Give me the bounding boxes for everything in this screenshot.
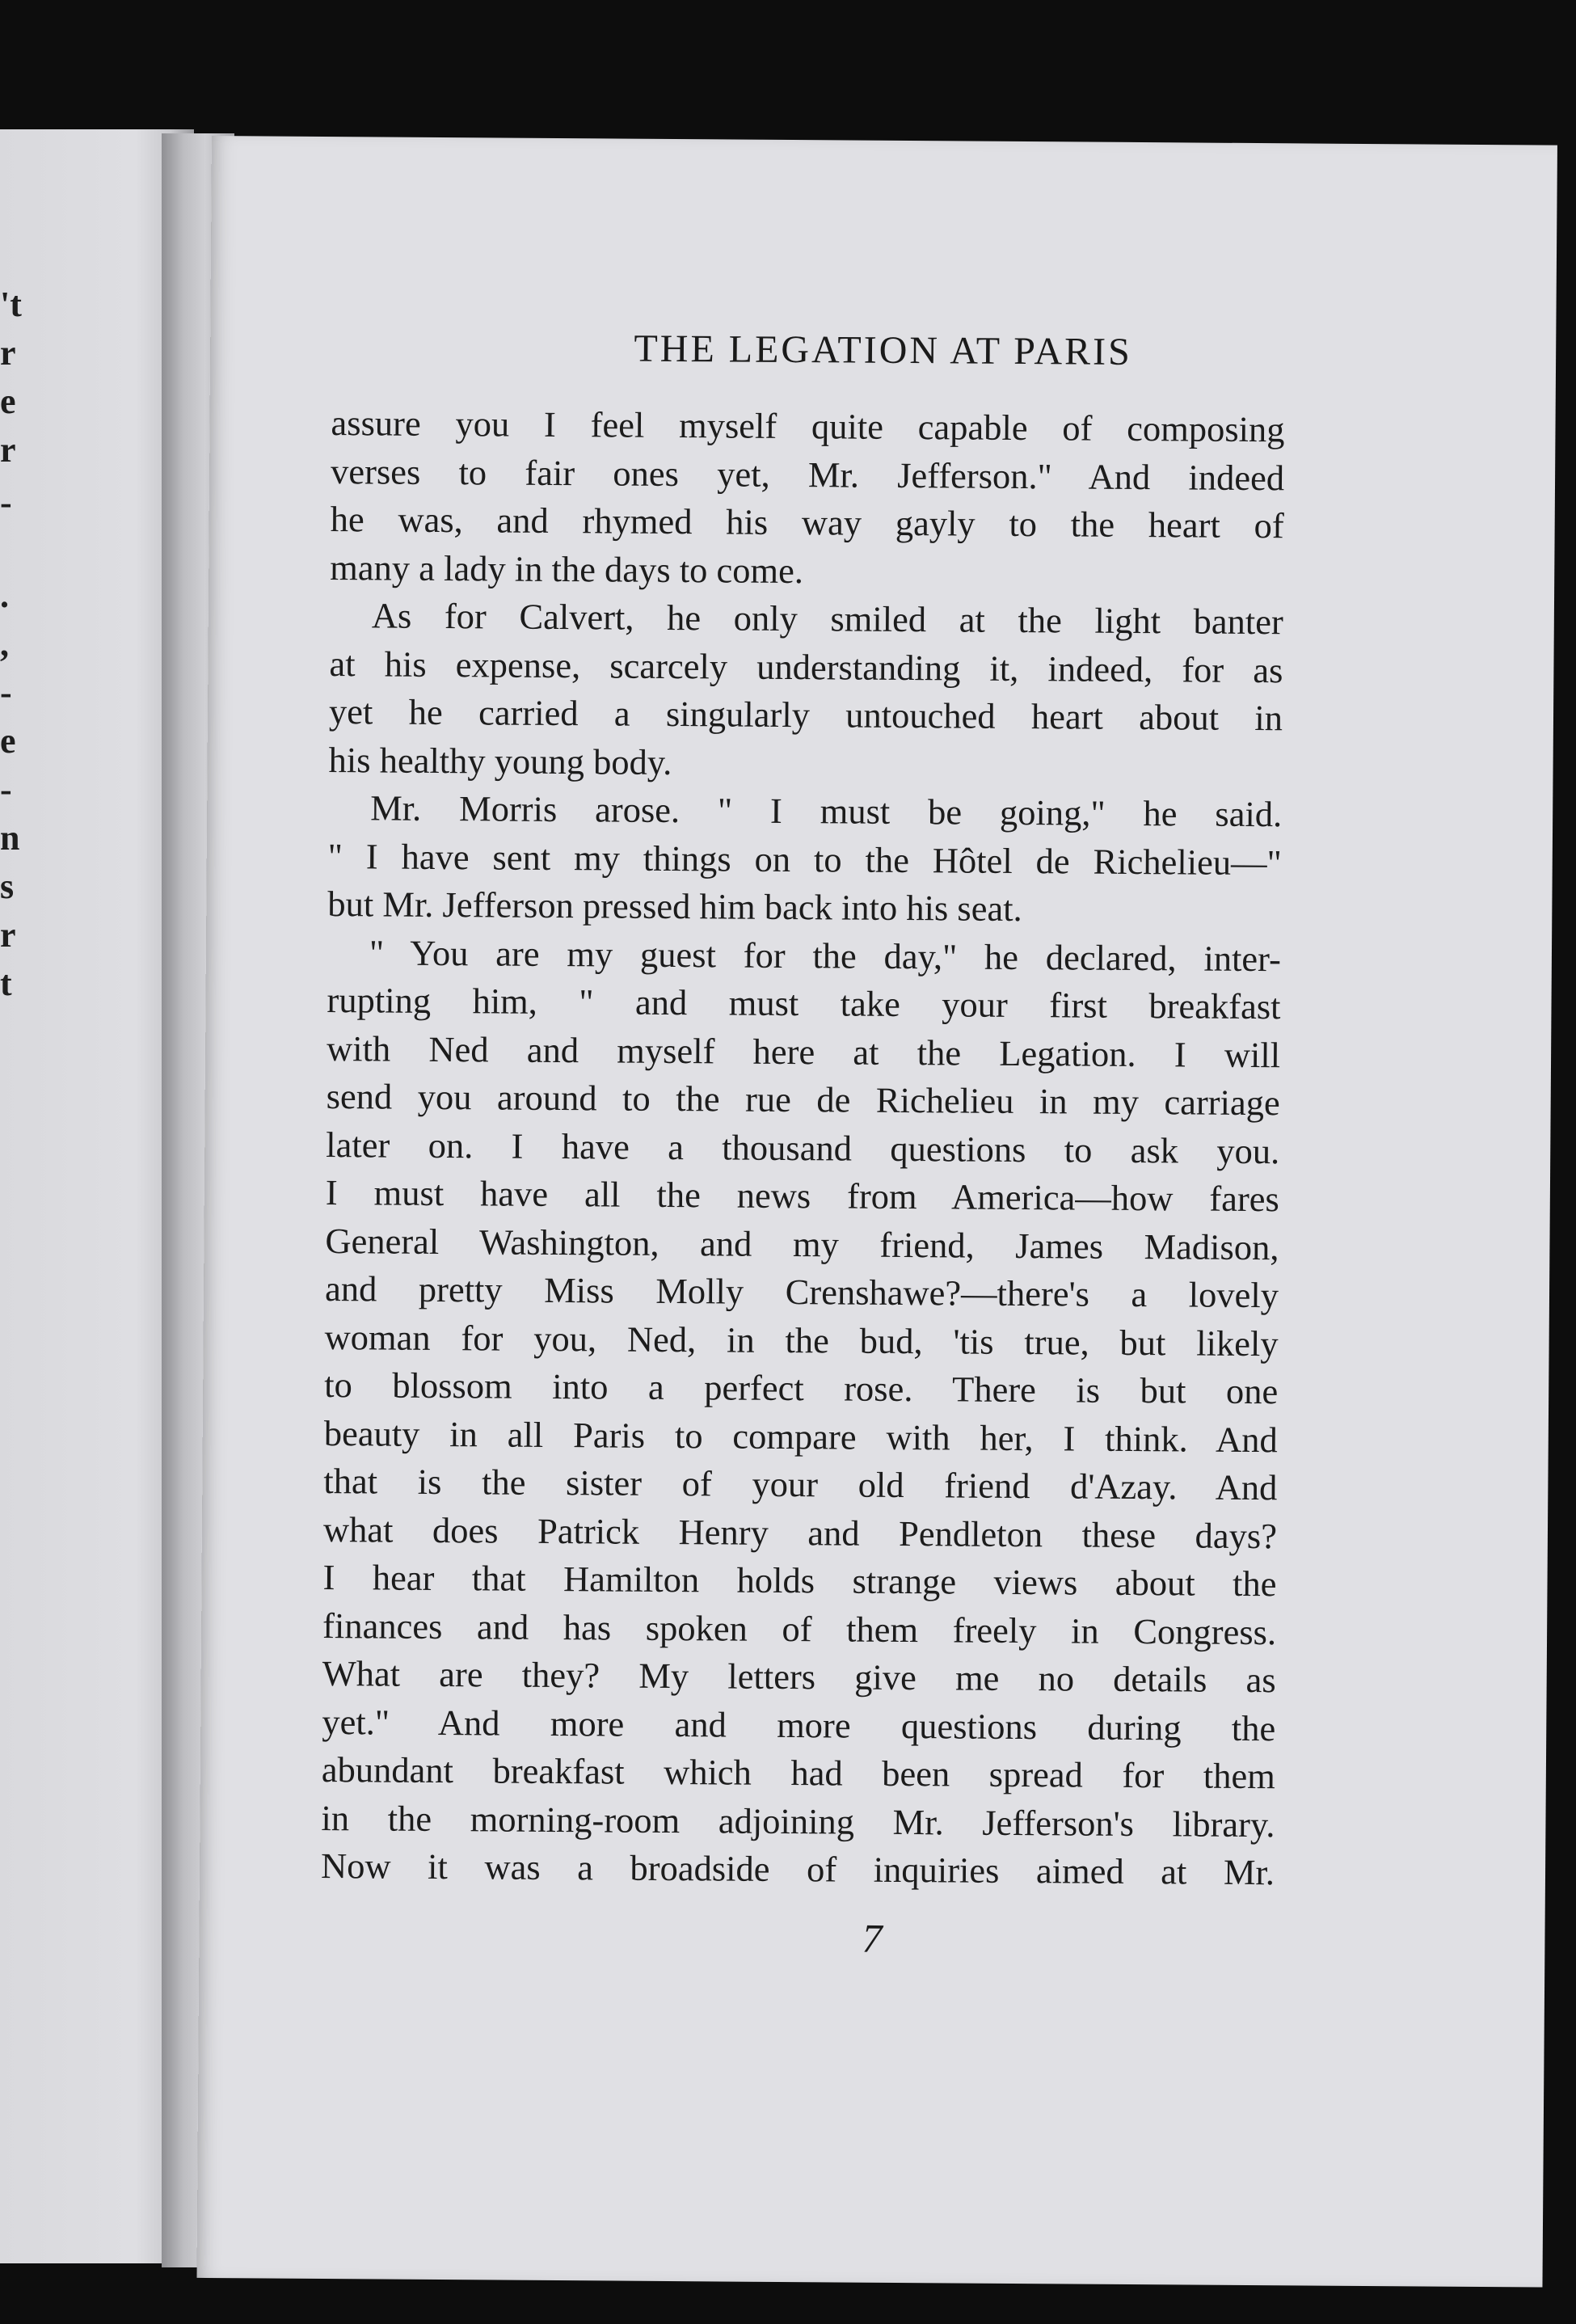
left-page-fragment: e bbox=[0, 721, 16, 761]
text-line: " You are my guest for the day," he declared, inter- bbox=[369, 931, 1282, 979]
left-page-fragment: . bbox=[0, 576, 9, 615]
left-page-fragment: 't bbox=[0, 285, 22, 324]
running-head: THE LEGATION AT PARIS bbox=[634, 327, 1133, 373]
left-page-fragment: r bbox=[0, 430, 16, 470]
text-line: in the morning-room adjoining Mr. Jefferson's library. bbox=[321, 1797, 1275, 1845]
text-line: Mr. Morris arose. " I must be going," he said. bbox=[370, 787, 1283, 835]
text-line: I must have all the news from America—how fares bbox=[325, 1172, 1280, 1220]
text-line: rupting him, " and must take your first breakfast bbox=[327, 980, 1281, 1027]
text-line: many a lady in the days to come. bbox=[330, 546, 804, 591]
text-line: yet." And more and more questions during the bbox=[322, 1701, 1276, 1748]
text-line: General Washington, and my friend, James Madison, bbox=[325, 1220, 1279, 1267]
left-page-fragment: - bbox=[0, 483, 12, 522]
body-text bbox=[321, 399, 1285, 1897]
left-page-fragment: , bbox=[0, 624, 9, 664]
left-page-fragment: r bbox=[0, 333, 16, 373]
text-line: later on. I have a thousand questions to ask you. bbox=[326, 1124, 1280, 1171]
text-line: that is the sister of your old friend d'Azay. And bbox=[323, 1461, 1278, 1508]
text-line: " I have sent my things on to the Hôtel de Richelieu—" bbox=[327, 835, 1282, 883]
page-number: 7 bbox=[862, 1915, 883, 1961]
text-line: I hear that Hamilton holds strange views about the bbox=[322, 1557, 1277, 1605]
text-line: assure you I feel myself quite capable of composing bbox=[331, 403, 1285, 450]
text-line: and pretty Miss Molly Crenshawe?—there's a lovely bbox=[324, 1268, 1279, 1316]
text-line: verses to fair ones yet, Mr. Jefferson." And indeed bbox=[330, 450, 1285, 498]
text-line: but Mr. Jefferson pressed him back into his seat. bbox=[327, 884, 1022, 930]
text-line: What are they? My letters give me no details as bbox=[322, 1653, 1276, 1701]
text-line: Now it was a broadside of inquiries aimed at Mr. bbox=[320, 1845, 1275, 1893]
text-line: finances and has spoken of them freely in Congress. bbox=[322, 1605, 1277, 1652]
left-page-fragment: - bbox=[0, 770, 12, 809]
text-line: As for Calvert, he only smiled at the light banter bbox=[371, 595, 1284, 643]
left-page-fragment: s bbox=[0, 867, 15, 906]
text-line: he was, and rhymed his way gayly to the heart of bbox=[330, 499, 1284, 546]
text-line: with Ned and myself here at the Legation. I will bbox=[326, 1027, 1281, 1075]
left-page-fragment: e bbox=[0, 382, 16, 421]
text-line: to blossom into a perfect rose. There is but one bbox=[324, 1364, 1279, 1412]
left-page-fragment: - bbox=[0, 673, 12, 712]
text-line: at his expense, scarcely understanding it, indeed, for as bbox=[329, 643, 1283, 690]
text-line: yet he carried a singularly untouched heart about in bbox=[328, 691, 1283, 739]
left-page-fragment: r bbox=[0, 915, 16, 955]
left-page-fragment: t bbox=[0, 964, 12, 1003]
text-line: his healthy young body. bbox=[328, 739, 672, 782]
text-line: send you around to the rue de Richelieu in my carriage bbox=[326, 1076, 1280, 1124]
book-page bbox=[196, 136, 1557, 2288]
left-page-fragment: n bbox=[0, 818, 20, 858]
text-line: what does Patrick Henry and Pendleton these days? bbox=[322, 1508, 1278, 1556]
text-line: abundant breakfast which had been spread for them bbox=[321, 1748, 1276, 1797]
text-line: woman for you, Ned, in the bud, 'tis true, but likely bbox=[324, 1316, 1279, 1364]
text-line: beauty in all Paris to compare with her, I think. And bbox=[323, 1412, 1278, 1460]
